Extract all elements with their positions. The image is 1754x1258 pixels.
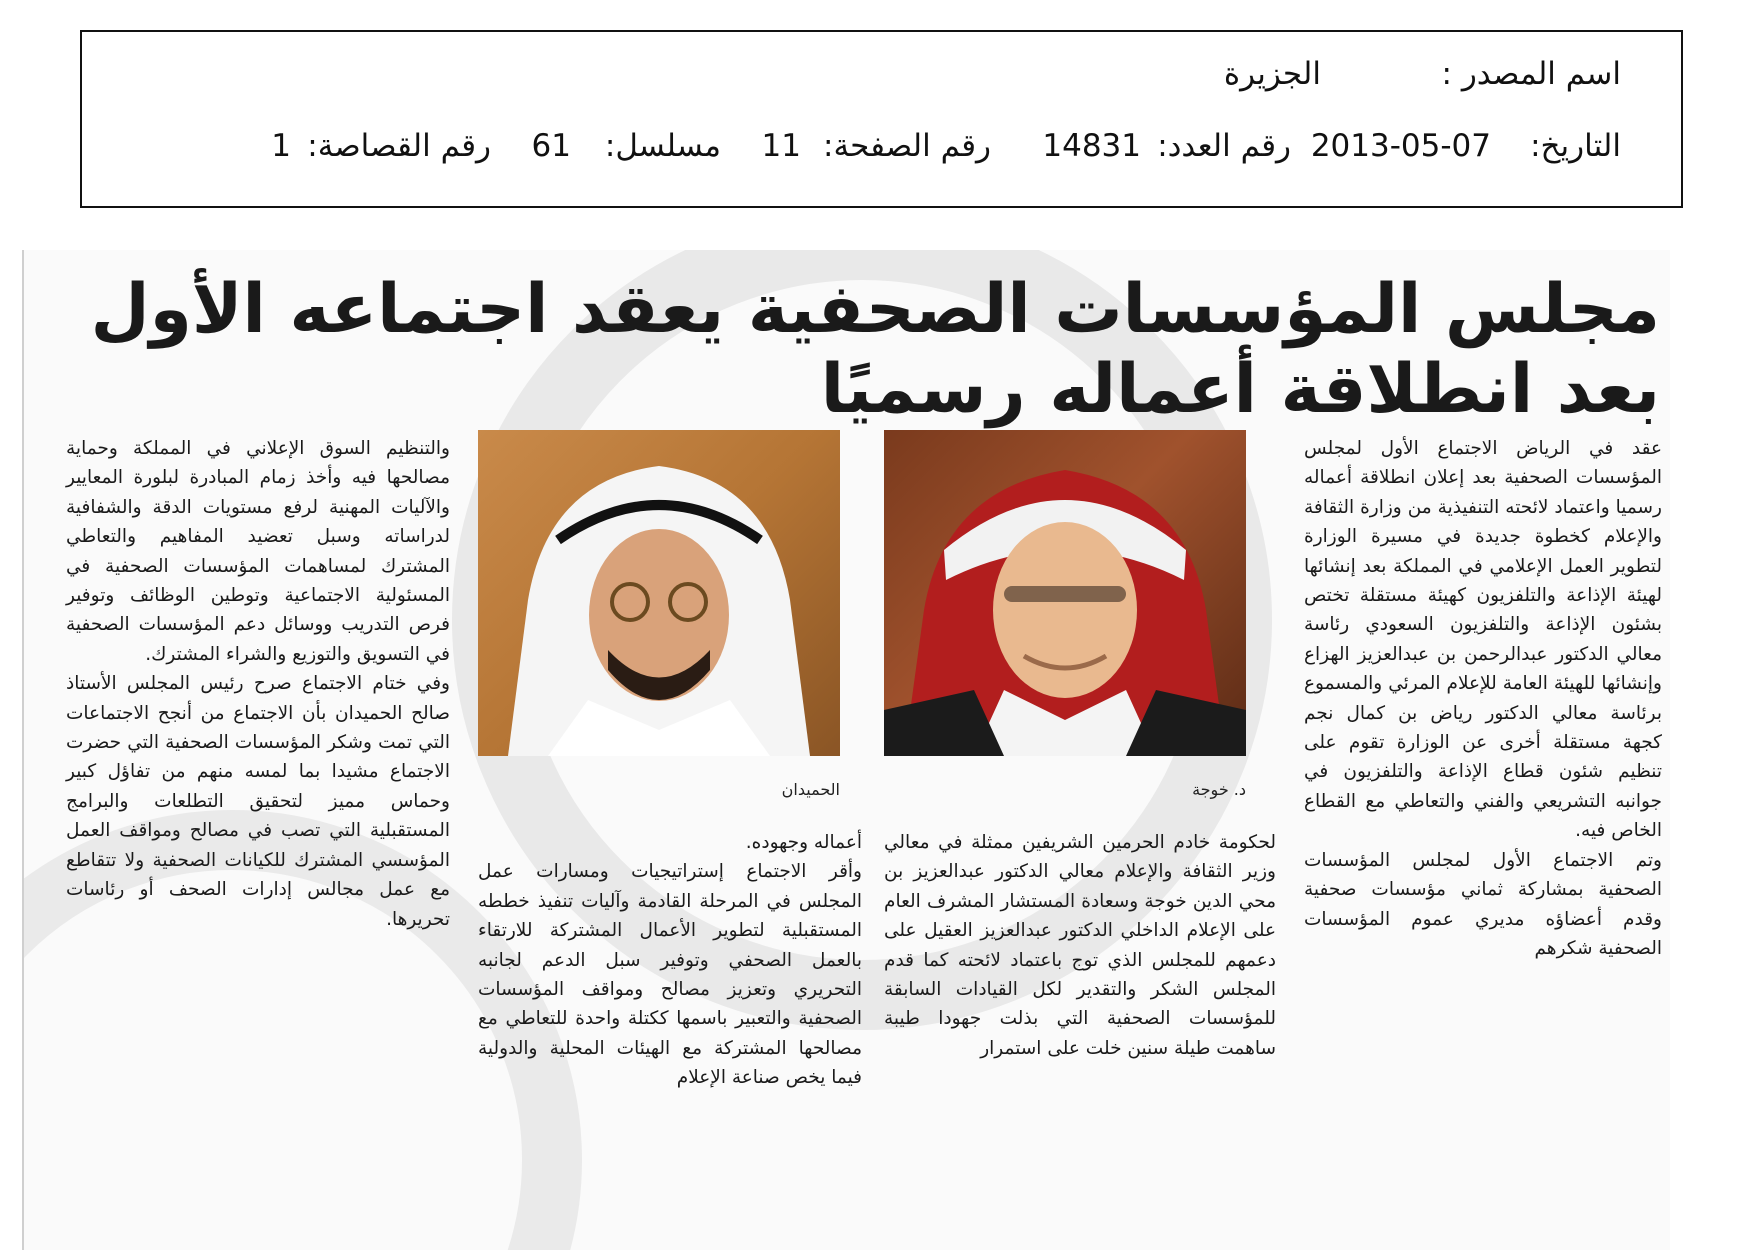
date-value: 2013-05-07 xyxy=(1310,128,1491,164)
headline-line-1: مجلس المؤسسات الصحفية يعقد اجتماعه الأول xyxy=(90,270,1660,349)
headline-line-2: بعد انطلاقة أعماله رسميًا xyxy=(820,350,1660,429)
source-row xyxy=(142,56,1621,96)
article-paragraph: وفي ختام الاجتماع صرح رئيس المجلس الأستاذ صالح الحميدان بأن الاجتماع من أنجح الاجتماعات التي تمت وشكر المؤسسات الصحفية التي حضرت الاجتماع مشيدا بما لمسه منهم من تفاؤل كبير وحماس مميز لتحقيق التطلعات والبرامج المستقبلية التي تصب في مصالح ومواقف العمل المؤسسي المشترك للكيانات الصحفية ولا تتقاطع مع عمل مجالس إدارات الصحف أو رئاسات تحريرها. xyxy=(66,673,450,930)
article-column-1 xyxy=(1304,434,1662,963)
serial-value: 61 xyxy=(531,128,571,164)
article-paragraph: والتنظيم السوق الإعلاني في المملكة وحماية مصالحها فيه وأخذ زمام المبادرة لبلورة المعايير والآليات المهنية لرفع مستويات الدقة والشفافية لدراساته وسبل تعضيد المفاهيم والتعاطي المشترك لمساهمات المؤسسات الصحفية في المسئولية الاجتماعية وتوطين الوظائف وتوفير فرص التدريب ووسائل دعم المؤسسات الصحفية في التسويق والتوزيع والشراء المشترك. xyxy=(66,438,450,665)
serial-label: مسلسل: xyxy=(604,128,721,164)
article-paragraph: وتم الاجتماع الأول لمجلس المؤسسات الصحفية بمشاركة ثماني مؤسسات صحفية وقدم أعضاؤه مديري عموم المؤسسات الصحفية شكرهم xyxy=(1304,849,1662,959)
article-paragraph: عقد في الرياض الاجتماع الأول لمجلس المؤسسات الصحفية بعد إعلان انطلاقة أعماله رسميا واعتماد لائحته التنفيذية من وزارة الثقافة والإعلام كخطوة جديدة في مسيرة الوزارة لتطوير العمل الإعلامي في المملكة بعد إنشائها لهيئة الإذاعة والتلفزيون كهيئة مستقلة تختص بشئون الإذاعة والتلفزيون السعودي رئاسة معالي الدكتور عبدالرحمن بن عبدالعزيز الهزاع وإنشائها للهيئة العامة للإعلام المرئي والمسموع برئاسة معالي الدكتور رياض بن كمال نجم كجهة مستقلة أخرى عن الوزارة تقوم على تنظيم شئون قطاع الإذاعة والتلفزيون في جوانبه التشريعي والفني والتعاطي مع القطاع الخاص فيه. xyxy=(1304,438,1662,842)
newspaper-clipping xyxy=(22,250,1670,1250)
clip-value: 1 xyxy=(271,128,291,164)
article-paragraph: أعماله وجهوده. xyxy=(745,832,862,853)
article-column-3 xyxy=(478,828,862,1093)
issue-label: رقم العدد: xyxy=(1157,128,1291,164)
page-label: رقم الصفحة: xyxy=(823,128,991,164)
photo-caption-1: د. خوجة xyxy=(1192,780,1246,799)
source-info-box xyxy=(80,30,1683,208)
article-column-2 xyxy=(884,828,1276,1063)
details-row xyxy=(142,128,1621,168)
portrait-photo-khoja xyxy=(884,430,1246,756)
issue-value: 14831 xyxy=(1042,128,1141,164)
article-column-4 xyxy=(66,434,450,934)
article-paragraph: وأقر الاجتماع إستراتيجيات ومسارات عمل المجلس في المرحلة القادمة وآليات تنفيذ خططه المستقبلية لتطوير الأعمال المشتركة للارتقاء بالعمل الصحفي وتوفير سبل الدعم لجانبه التحريري وتعزيز مصالح ومواقف المؤسسات الصحفية والتعبير باسمها ككتلة واحدة للتعاطي مع مصالحها المشتركة مع الهيئات المحلية والدولية فيما يخص صناعة الإعلام xyxy=(478,861,862,1089)
clip-edge xyxy=(22,250,24,1250)
date-label: التاريخ: xyxy=(1530,128,1621,164)
photo-caption-2: الحميدان xyxy=(781,780,840,799)
source-value: الجزيرة xyxy=(1223,56,1321,92)
page-value: 11 xyxy=(761,128,801,164)
portrait-photo-humaidan xyxy=(478,430,840,756)
source-label: اسم المصدر : xyxy=(1441,56,1621,92)
article-paragraph: لحكومة خادم الحرمين الشريفين ممثلة في معالي وزير الثقافة والإعلام معالي الدكتور عبدالعزيز بن محي الدين خوجة وسعادة المستشار المشرف العام على الإعلام الداخلي الدكتور عبدالعزيز العقيل على دعمهم للمجلس الذي توج باعتماد لائحته كما قدم المجلس الشكر والتقدير لكل القيادات السابقة للمؤسسات الصحفية التي بذلت جهودا طيبة ساهمت طيلة سنين خلت على استمرار xyxy=(884,832,1276,1059)
clip-label: رقم القصاصة: xyxy=(307,128,491,164)
